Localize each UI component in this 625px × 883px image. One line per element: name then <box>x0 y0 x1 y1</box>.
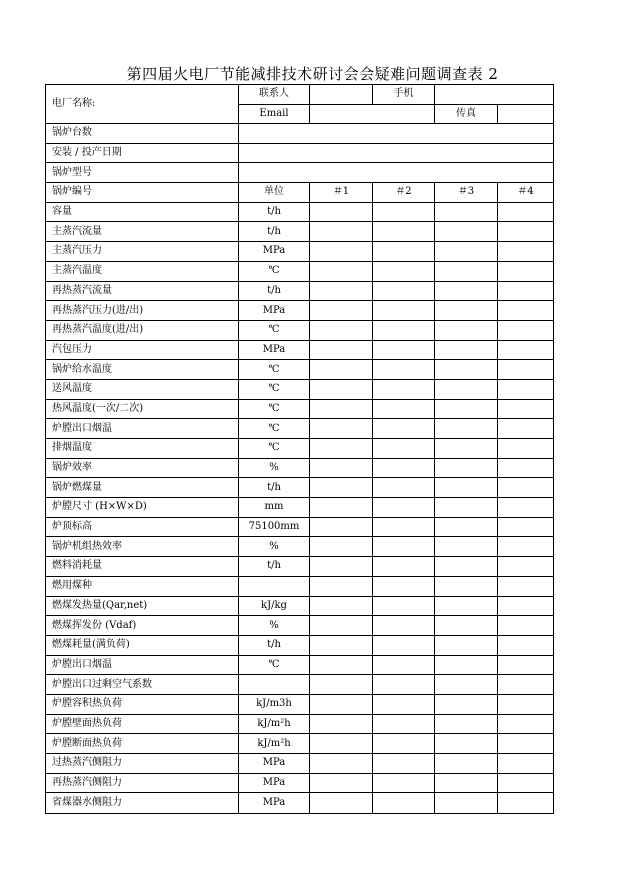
parameter-unit: kJ/kg <box>239 597 310 617</box>
info-row <box>46 163 553 183</box>
parameter-unit: t/h <box>239 557 310 577</box>
info-label: 安装 / 投产日期 <box>46 144 239 164</box>
value-input[interactable] <box>310 301 373 321</box>
value-input[interactable] <box>373 636 435 656</box>
value-input[interactable] <box>310 715 373 735</box>
value-input[interactable] <box>498 222 553 242</box>
value-input[interactable] <box>373 518 435 538</box>
table-row <box>46 537 553 557</box>
value-input[interactable] <box>373 557 435 577</box>
parameter-label: 炉膛断面热负荷 <box>46 734 239 754</box>
value-input[interactable] <box>373 242 435 262</box>
value-input[interactable] <box>498 656 553 676</box>
value-input[interactable] <box>373 222 435 242</box>
parameter-unit: t/h <box>239 478 310 498</box>
parameter-unit: % <box>239 537 310 557</box>
value-input[interactable] <box>310 636 373 656</box>
value-input[interactable] <box>435 242 498 262</box>
value-input[interactable] <box>435 380 498 400</box>
value-input[interactable] <box>373 400 435 420</box>
table-row <box>46 715 553 735</box>
parameter-unit: kJ/m²h <box>239 734 310 754</box>
email-input[interactable] <box>310 105 435 125</box>
value-input[interactable] <box>498 636 553 656</box>
parameter-label: 汽包压力 <box>46 341 239 361</box>
value-input[interactable] <box>498 478 553 498</box>
value-input[interactable] <box>310 695 373 715</box>
mobile-label: 手机 <box>373 85 435 105</box>
value-input[interactable] <box>435 478 498 498</box>
parameter-label: 再热蒸汽流量 <box>46 282 239 302</box>
value-input[interactable] <box>498 675 553 695</box>
parameter-label: 炉膛容积热负荷 <box>46 695 239 715</box>
value-input[interactable] <box>498 754 553 774</box>
value-input[interactable] <box>435 282 498 302</box>
value-input[interactable] <box>373 380 435 400</box>
parameter-label: 燃煤发热量(Qar,net) <box>46 597 239 617</box>
parameter-unit: t/h <box>239 282 310 302</box>
parameter-unit: kJ/m3h <box>239 695 310 715</box>
value-input[interactable] <box>498 537 553 557</box>
parameter-unit: 75100mm <box>239 518 310 538</box>
value-input[interactable] <box>310 222 373 242</box>
table-row <box>46 498 553 518</box>
value-input[interactable] <box>498 321 553 341</box>
table-row <box>46 341 553 361</box>
value-input[interactable] <box>435 636 498 656</box>
table-row <box>46 478 553 498</box>
parameter-label: 燃料消耗量 <box>46 557 239 577</box>
value-input[interactable] <box>373 656 435 676</box>
parameter-unit: ℃ <box>239 656 310 676</box>
value-input[interactable] <box>310 341 373 361</box>
value-input[interactable] <box>435 400 498 420</box>
parameter-unit: MPa <box>239 341 310 361</box>
value-input[interactable] <box>498 793 553 813</box>
parameter-unit: t/h <box>239 203 310 223</box>
parameter-unit: ℃ <box>239 262 310 282</box>
value-input[interactable] <box>498 341 553 361</box>
value-input[interactable] <box>435 715 498 735</box>
value-input[interactable] <box>435 557 498 577</box>
value-input[interactable] <box>310 498 373 518</box>
value-input[interactable] <box>498 400 553 420</box>
value-input[interactable] <box>435 301 498 321</box>
parameter-unit: t/h <box>239 636 310 656</box>
table-row <box>46 793 553 813</box>
value-input[interactable] <box>310 734 373 754</box>
value-input[interactable] <box>435 793 498 813</box>
table-row <box>46 439 553 459</box>
fax-input[interactable] <box>498 105 553 125</box>
parameter-unit: MPa <box>239 754 310 774</box>
value-input[interactable] <box>373 498 435 518</box>
value-input[interactable] <box>310 262 373 282</box>
parameter-label: 炉膛出口烟温 <box>46 419 239 439</box>
info-value-input[interactable] <box>239 163 553 183</box>
value-input[interactable] <box>310 656 373 676</box>
parameter-unit: t/h <box>239 222 310 242</box>
parameter-unit: % <box>239 459 310 479</box>
boiler-column-header: ＃2 <box>373 183 435 203</box>
table-row <box>46 262 553 282</box>
value-input[interactable] <box>373 754 435 774</box>
value-input[interactable] <box>373 262 435 282</box>
value-input[interactable] <box>498 439 553 459</box>
table-row <box>46 695 553 715</box>
table-row <box>46 360 553 380</box>
value-input[interactable] <box>310 439 373 459</box>
parameter-label: 锅炉燃煤量 <box>46 478 239 498</box>
table-row <box>46 616 553 636</box>
parameter-unit: ℃ <box>239 400 310 420</box>
value-input[interactable] <box>435 341 498 361</box>
table-row <box>46 675 553 695</box>
value-input[interactable] <box>373 282 435 302</box>
value-input[interactable] <box>435 695 498 715</box>
value-input[interactable] <box>435 656 498 676</box>
parameter-label: 排烟温度 <box>46 439 239 459</box>
parameter-label: 燃煤耗量(满负荷) <box>46 636 239 656</box>
plant-name-label: 电厂名称: <box>46 85 239 124</box>
value-input[interactable] <box>435 498 498 518</box>
value-input[interactable] <box>310 203 373 223</box>
value-input[interactable] <box>373 793 435 813</box>
table-row <box>46 222 553 242</box>
value-input[interactable] <box>373 675 435 695</box>
value-input[interactable] <box>310 459 373 479</box>
value-input[interactable] <box>310 321 373 341</box>
value-input[interactable] <box>435 203 498 223</box>
value-input[interactable] <box>373 774 435 794</box>
parameter-label: 热风温度(一次/二次) <box>46 400 239 420</box>
value-input[interactable] <box>435 754 498 774</box>
info-row <box>46 144 553 164</box>
parameter-unit: mm <box>239 498 310 518</box>
value-input[interactable] <box>310 360 373 380</box>
column-header-row <box>46 183 553 203</box>
value-input[interactable] <box>498 380 553 400</box>
contact-label: 联系人 <box>239 85 310 105</box>
value-input[interactable] <box>373 360 435 380</box>
info-value-input[interactable] <box>239 124 553 144</box>
value-input[interactable] <box>498 557 553 577</box>
parameter-unit: ℃ <box>239 439 310 459</box>
value-input[interactable] <box>310 537 373 557</box>
parameter-label: 主蒸汽压力 <box>46 242 239 262</box>
value-input[interactable] <box>498 518 553 538</box>
value-input[interactable] <box>435 439 498 459</box>
value-input[interactable] <box>310 242 373 262</box>
info-label: 锅炉型号 <box>46 163 239 183</box>
value-input[interactable] <box>310 478 373 498</box>
value-input[interactable] <box>310 597 373 617</box>
value-input[interactable] <box>310 675 373 695</box>
value-input[interactable] <box>435 597 498 617</box>
parameter-unit: MPa <box>239 793 310 813</box>
parameter-label: 炉膛出口过剩空气系数 <box>46 675 239 695</box>
value-input[interactable] <box>498 242 553 262</box>
value-input[interactable] <box>310 793 373 813</box>
table-row <box>46 774 553 794</box>
parameter-unit: ℃ <box>239 380 310 400</box>
parameter-label: 炉膛出口烟温 <box>46 656 239 676</box>
value-input[interactable] <box>373 577 435 597</box>
value-input[interactable] <box>435 675 498 695</box>
value-input[interactable] <box>435 262 498 282</box>
value-input[interactable] <box>435 734 498 754</box>
parameter-label: 炉顶标高 <box>46 518 239 538</box>
parameter-label: 送风温度 <box>46 380 239 400</box>
value-input[interactable] <box>310 557 373 577</box>
value-input[interactable] <box>310 518 373 538</box>
mobile-input[interactable] <box>435 85 553 105</box>
parameter-label: 燃煤挥发份 (Vdaf) <box>46 616 239 636</box>
parameter-label: 炉膛壁面热负荷 <box>46 715 239 735</box>
value-input[interactable] <box>498 360 553 380</box>
table-row <box>46 282 553 302</box>
table-row <box>46 380 553 400</box>
table-row <box>46 656 553 676</box>
parameter-unit: MPa <box>239 242 310 262</box>
parameter-unit: ℃ <box>239 419 310 439</box>
value-input[interactable] <box>373 695 435 715</box>
table-row <box>46 734 553 754</box>
parameter-label: 主蒸汽流量 <box>46 222 239 242</box>
value-input[interactable] <box>435 321 498 341</box>
value-input[interactable] <box>373 478 435 498</box>
value-input[interactable] <box>435 419 498 439</box>
value-input[interactable] <box>498 734 553 754</box>
value-input[interactable] <box>373 301 435 321</box>
table-row <box>46 459 553 479</box>
parameter-unit: kJ/m²h <box>239 715 310 735</box>
table-row <box>46 597 553 617</box>
value-input[interactable] <box>310 754 373 774</box>
table-row <box>46 518 553 538</box>
value-input[interactable] <box>310 577 373 597</box>
email-label: Email <box>239 105 310 125</box>
table-row <box>46 636 553 656</box>
table-row <box>46 419 553 439</box>
table-row <box>46 203 553 223</box>
table-row <box>46 321 553 341</box>
parameter-label: 再热蒸汽压力(进/出) <box>46 301 239 321</box>
value-input[interactable] <box>373 616 435 636</box>
value-input[interactable] <box>373 341 435 361</box>
value-input[interactable] <box>498 459 553 479</box>
fax-label: 传真 <box>435 105 498 125</box>
value-input[interactable] <box>435 360 498 380</box>
parameter-unit: ℃ <box>239 321 310 341</box>
parameter-label: 炉膛尺寸 (H×W×D) <box>46 498 239 518</box>
unit-header: 单位 <box>239 183 310 203</box>
value-input[interactable] <box>435 518 498 538</box>
value-input[interactable] <box>373 321 435 341</box>
parameter-label: 锅炉效率 <box>46 459 239 479</box>
value-input[interactable] <box>435 459 498 479</box>
value-input[interactable] <box>373 597 435 617</box>
form-title: 第四届火电厂节能减排技术研讨会会疑难问题调查表 2 <box>126 65 499 83</box>
value-input[interactable] <box>498 301 553 321</box>
value-input[interactable] <box>310 400 373 420</box>
parameter-label: 锅炉给水温度 <box>46 360 239 380</box>
parameter-unit <box>239 577 310 597</box>
table-body <box>46 124 553 813</box>
value-input[interactable] <box>310 282 373 302</box>
parameter-label: 过热蒸汽侧阻力 <box>46 754 239 774</box>
parameter-label: 主蒸汽温度 <box>46 262 239 282</box>
parameter-unit <box>239 675 310 695</box>
value-input[interactable] <box>498 715 553 735</box>
value-input[interactable] <box>310 419 373 439</box>
table-row <box>46 754 553 774</box>
info-row <box>46 124 553 144</box>
parameter-label: 燃用煤种 <box>46 577 239 597</box>
value-input[interactable] <box>310 380 373 400</box>
value-input[interactable] <box>498 695 553 715</box>
value-input[interactable] <box>498 774 553 794</box>
value-input[interactable] <box>373 419 435 439</box>
parameter-label: 锅炉机组热效率 <box>46 537 239 557</box>
value-input[interactable] <box>435 222 498 242</box>
info-value-input[interactable] <box>239 144 553 164</box>
parameter-label: 容量 <box>46 203 239 223</box>
parameter-unit: % <box>239 616 310 636</box>
value-input[interactable] <box>435 537 498 557</box>
boiler-column-header: ＃4 <box>498 183 553 203</box>
value-input[interactable] <box>498 282 553 302</box>
value-input[interactable] <box>373 203 435 223</box>
value-input[interactable] <box>498 262 553 282</box>
value-input[interactable] <box>373 459 435 479</box>
value-input[interactable] <box>498 203 553 223</box>
info-label: 锅炉台数 <box>46 124 239 144</box>
table-row <box>46 301 553 321</box>
value-input[interactable] <box>373 537 435 557</box>
value-input[interactable] <box>498 498 553 518</box>
contact-header <box>46 85 553 124</box>
value-input[interactable] <box>498 616 553 636</box>
value-input[interactable] <box>435 577 498 597</box>
boiler-column-header: ＃3 <box>435 183 498 203</box>
parameter-label: 再热蒸汽温度(进/出) <box>46 321 239 341</box>
parameter-unit: MPa <box>239 301 310 321</box>
boiler-number-label: 锅炉编号 <box>46 183 239 203</box>
value-input[interactable] <box>373 734 435 754</box>
value-input[interactable] <box>310 616 373 636</box>
parameter-label: 省煤器水侧阻力 <box>46 793 239 813</box>
parameter-label: 再热蒸汽侧阻力 <box>46 774 239 794</box>
table-row <box>46 242 553 262</box>
value-input[interactable] <box>498 577 553 597</box>
value-input[interactable] <box>498 597 553 617</box>
value-input[interactable] <box>373 715 435 735</box>
value-input[interactable] <box>310 774 373 794</box>
value-input[interactable] <box>435 774 498 794</box>
table-row <box>46 557 553 577</box>
value-input[interactable] <box>435 616 498 636</box>
parameter-unit: ℃ <box>239 360 310 380</box>
contact-input[interactable] <box>310 85 373 105</box>
value-input[interactable] <box>498 419 553 439</box>
survey-table <box>45 84 554 814</box>
boiler-column-header: ＃1 <box>310 183 373 203</box>
value-input[interactable] <box>373 439 435 459</box>
table-row <box>46 577 553 597</box>
table-row <box>46 400 553 420</box>
parameter-unit: MPa <box>239 774 310 794</box>
